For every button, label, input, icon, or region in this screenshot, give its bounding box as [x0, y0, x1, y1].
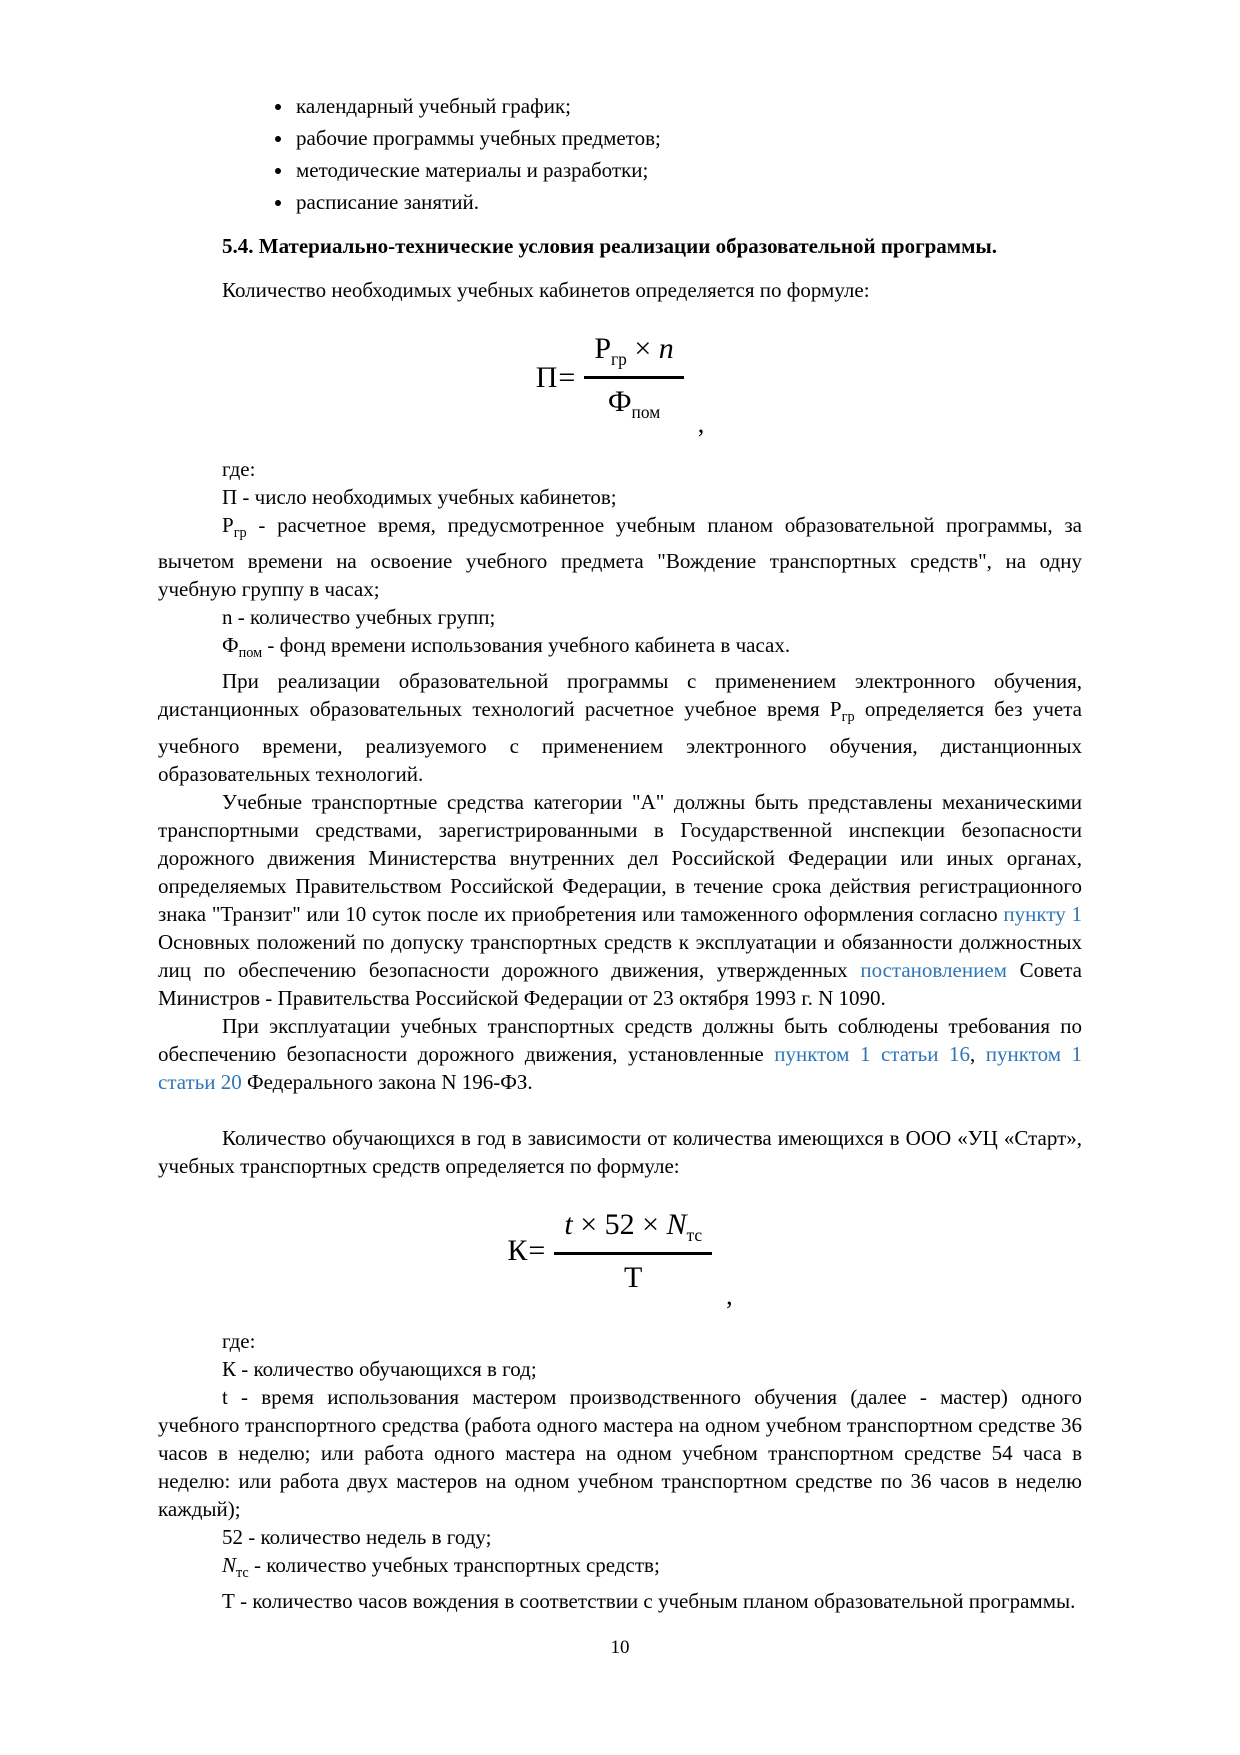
formula-lhs: П= [535, 360, 577, 394]
subscript-text: гр [611, 349, 627, 369]
text-run: Учебные транспортные средства категории "А" должны быть представлены механическими транспортными средствами, зарегистрированными в Государственной инспекции безопасности дорожного движения Министерства внутренних дел Российской Федерации или иных органах, определяемых Правительством Российской Федерации, в течение срока действия регистрационного знака "Транзит" или 10 суток после их приобретения или таможенного оформления согласно [158, 789, 1082, 926]
fraction-denominator [584, 379, 683, 425]
formula-cabinets [158, 330, 1082, 438]
definition-line [158, 603, 1082, 631]
paragraph-elearning [158, 667, 1082, 787]
subscript-text: тс [686, 1224, 703, 1245]
definition-line [158, 1587, 1082, 1615]
definition-line [158, 483, 1082, 511]
text-run: Ф [607, 385, 632, 418]
bullet-item: • расписание занятий. [294, 186, 1082, 218]
text-run: 52 - количество недель в году; [222, 1524, 492, 1549]
fraction [584, 330, 683, 425]
text-run: t - время использования мастером производственного обучения (далее - мастер) одного учебного транспортного средства (работа одного мастера на одном учебном транспортном средстве 36 часов в неделю; или работа одного мастера на одном учебном транспортном средстве 54 часа в неделю: или работа двух мастеров на одном учебном транспортном средстве по 36 часов в неделю каждый); [158, 1384, 1082, 1521]
paragraph-vehicles-category-a [158, 788, 1082, 1012]
formula-lhs: К= [507, 1234, 547, 1268]
text-run: Основных положений по допуску транспортных средств к эксплуатации и обязанности должностных лиц по обеспечению безопасности дорожного движения, утвержденных [158, 929, 1082, 982]
text-run: К - количество обучающихся в год; [222, 1356, 537, 1381]
text-run: При реализации образовательной программы с применением электронного обучения, дистанционных образовательных технологий расчетное учебное время Р [158, 669, 1082, 722]
section-heading-5-4: 5.4. Материально-технические условия реализации образовательной программы. [222, 234, 998, 258]
text-run: Совета Министров - Правительства Российской Федерации от 23 октября 1993 г. N 1090. [158, 957, 1082, 1010]
definition-line [158, 1327, 1082, 1355]
formula-comma: , [726, 1280, 733, 1310]
bullet-item: • календарный учебный график; [294, 90, 1082, 122]
text-run: Р [594, 332, 611, 365]
subscript-text: гр [841, 709, 855, 726]
fraction-denominator [554, 1255, 712, 1297]
subscript-text: гр [233, 525, 247, 542]
text-run: Т [624, 1260, 643, 1294]
definition-line [158, 1355, 1082, 1383]
definition-line [158, 511, 1082, 603]
formula-students-per-year [158, 1206, 1082, 1310]
italic-variable: N [222, 1552, 237, 1577]
text-run: Ф [222, 633, 239, 658]
bullet-item: • методические материалы и разработки; [294, 154, 1082, 186]
text-run: - количество учебных транспортных средств; [248, 1552, 660, 1577]
text-run: При эксплуатации учебных транспортных средств должны быть соблюдены требования по обеспечению безопасности дорожного движения, установленные [158, 1013, 1082, 1066]
paragraph-operation-requirements [158, 1012, 1082, 1096]
text-run: определяется без учета учебного времени, реализуемого с применением электронного обучения, дистанционных образовательных технологий. [158, 697, 1083, 786]
hyperlink[interactable]: постановлением [860, 957, 1007, 982]
hyperlink[interactable]: пункту 1 [1003, 901, 1082, 926]
bullet-item: • рабочие программы учебных предметов; [294, 122, 1082, 154]
paragraph-formula2-intro: Количество обучающихся в год в зависимости от количества имеющихся в ООО «УЦ «Старт», учебных транспортных средств определяется по формуле: [158, 1125, 1082, 1178]
bullet-list [158, 90, 1082, 218]
text-run: n - количество учебных групп; [222, 605, 496, 630]
text-run: - фонд времени использования учебного кабинета в часах. [262, 633, 791, 658]
text-run: Т - количество часов вождения в соответствии с учебным планом образовательной программы. [222, 1588, 1076, 1613]
definition-line [158, 631, 1082, 667]
subscript-text: тс [236, 1564, 249, 1581]
text-run: , [970, 1041, 986, 1066]
italic-variable: N [666, 1207, 687, 1241]
definition-line [158, 1523, 1082, 1551]
text-run: П - число необходимых учебных кабинетов; [222, 485, 617, 509]
page-number: 10 [610, 1636, 630, 1658]
hyperlink[interactable]: пунктом 1 статьи 16 [774, 1041, 971, 1066]
text-run: × 52 × [572, 1207, 667, 1241]
subscript-text: пом [238, 645, 263, 662]
fraction-numerator [584, 330, 683, 379]
text-run: где: [222, 1328, 256, 1353]
text-run: - расчетное время, предусмотренное учебным планом образовательной программы, за вычетом времени на освоение учебного предмета "Вождение транспортных средств", на одну учебную группу в часах; [158, 513, 1082, 602]
definition-line [158, 1551, 1082, 1587]
text-run: Р [222, 513, 234, 537]
fraction [554, 1206, 712, 1297]
italic-variable: t [564, 1207, 573, 1241]
text-run: где: [222, 457, 256, 481]
text-run: Федерального закона N 196-ФЗ. [241, 1069, 533, 1094]
fraction-numerator [554, 1206, 712, 1255]
hyperlink[interactable]: пунктом 1 статьи 20 [158, 1041, 1083, 1094]
definition-line [158, 1383, 1082, 1523]
formula-comma: , [697, 409, 705, 438]
paragraph-formula1-intro: Количество необходимых учебных кабинетов определяется по формуле: [222, 278, 870, 302]
subscript-text: пом [631, 402, 661, 422]
text-run: × [626, 332, 659, 365]
italic-variable: n [658, 332, 674, 365]
definition-line [158, 455, 1082, 483]
